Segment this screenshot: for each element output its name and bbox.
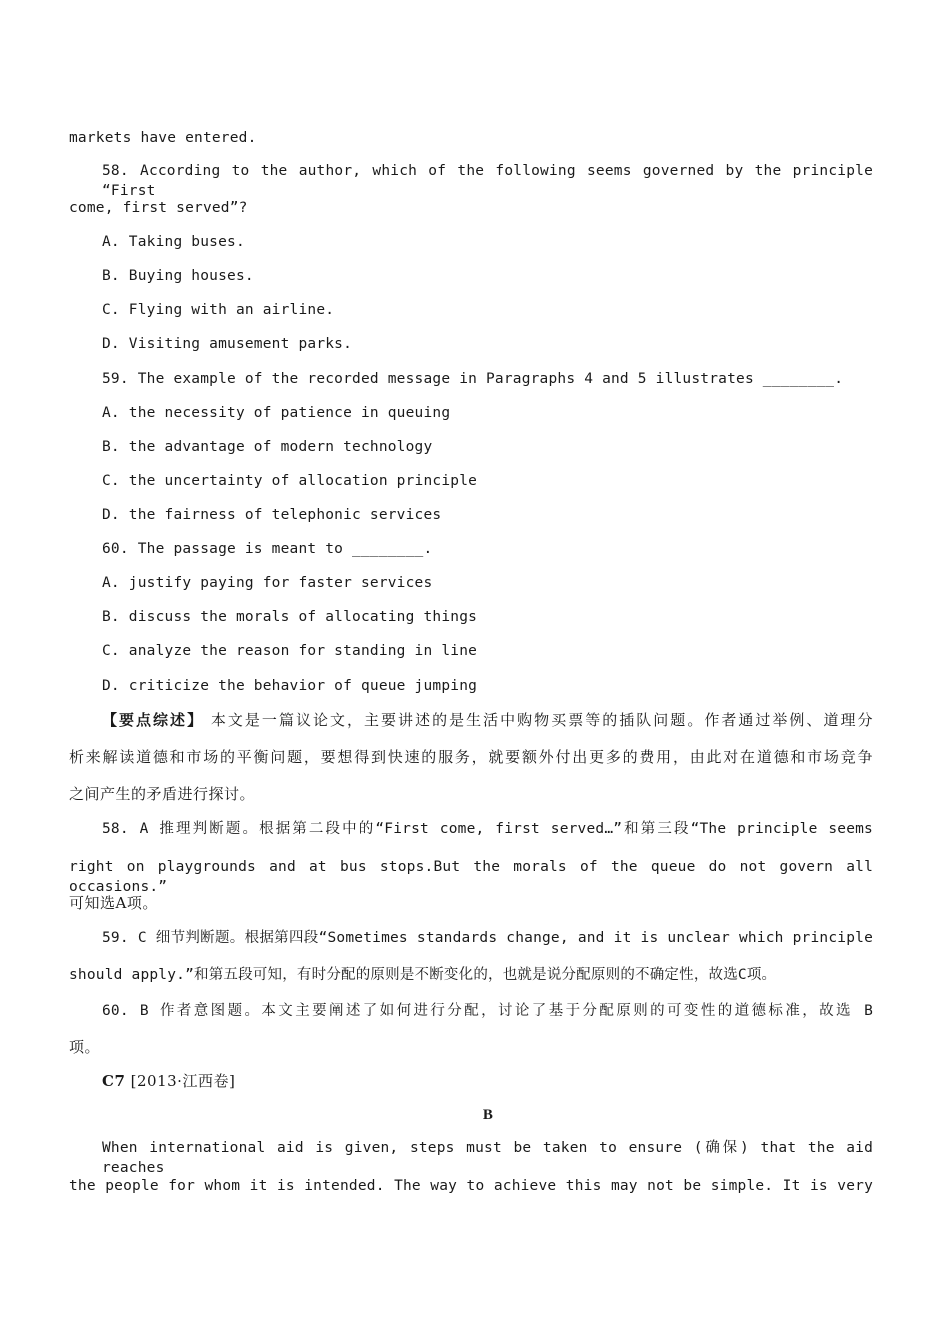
option-60-d: D. criticize the behavior of queue jumping bbox=[102, 678, 478, 694]
answer-58: 58. A 推理判断题。根据第二段中的“First come, first served…”和第三段“The principle seems bbox=[102, 821, 873, 837]
summary-line: 析来解读道德和市场的平衡问题，要想得到快速的服务，就要额外付出更多的费用，由此对在道德和市场竞争 bbox=[69, 748, 873, 766]
option-58-a: A. Taking buses. bbox=[102, 234, 245, 250]
text-line: markets have entered. bbox=[69, 130, 257, 146]
text-line: come, first served”? bbox=[69, 200, 248, 216]
answer-60: 60. B 作者意图题。本文主要阐述了如何进行分配，讨论了基于分配原则的可变性的道德标准，故选 B bbox=[102, 1003, 873, 1019]
option-59-c: C. the uncertainty of allocation principle bbox=[102, 473, 478, 489]
passage-text: the people for whom it is intended. The way to achieve this may not be simple. It is very bbox=[69, 1178, 873, 1194]
option-59-a: A. the necessity of patience in queuing bbox=[102, 405, 451, 421]
passage-title: B bbox=[482, 1107, 494, 1123]
option-58-b: B. Buying houses. bbox=[102, 268, 254, 284]
summary-label: 【要点综述】 bbox=[102, 711, 205, 729]
option-58-d: D. Visiting amusement parks. bbox=[102, 336, 353, 352]
answer-58-cont: 可知选A项。 bbox=[69, 894, 158, 912]
section-header bbox=[102, 1071, 235, 1091]
section-source: [2013·江西卷] bbox=[125, 1072, 236, 1090]
option-60-b: B. discuss the morals of allocating things bbox=[102, 609, 478, 625]
answer-59-cont: should apply.”和第五段可知，有时分配的原则是不断变化的，也就是说分配原则的不确定性，故选C项。 bbox=[69, 967, 777, 983]
question-58: 58. According to the author, which of the following seems governed by the principle “First bbox=[102, 163, 873, 199]
option-59-d: D. the fairness of telephonic services bbox=[102, 507, 442, 523]
option-59-b: B. the advantage of modern technology bbox=[102, 439, 433, 455]
answer-58-cont: right on playgrounds and at bus stops.But the morals of the queue do not govern all occasions.” bbox=[69, 859, 873, 895]
option-60-c: C. analyze the reason for standing in line bbox=[102, 643, 478, 659]
answer-60-cont: 项。 bbox=[69, 1038, 101, 1056]
summary-text: 本文是一篇议论文，主要讲述的是生活中购物买票等的插队问题。作者通过举例、道理分 bbox=[210, 711, 873, 729]
summary-line bbox=[102, 710, 873, 730]
question-60: 60. The passage is meant to ________. bbox=[102, 541, 433, 557]
option-60-a: A. justify paying for faster services bbox=[102, 575, 433, 591]
option-58-c: C. Flying with an airline. bbox=[102, 302, 335, 318]
section-code: C7 bbox=[102, 1072, 126, 1090]
passage-text: When international aid is given, steps must be taken to ensure (确保) that the aid reaches bbox=[102, 1140, 873, 1176]
answer-59: 59. C 细节判断题。根据第四段“Sometimes standards change, and it is unclear which principle bbox=[102, 930, 873, 946]
summary-line: 之间产生的矛盾进行探讨。 bbox=[69, 785, 256, 803]
question-59: 59. The example of the recorded message in Paragraphs 4 and 5 illustrates ________. bbox=[102, 371, 844, 387]
document-page bbox=[69, 0, 873, 1344]
